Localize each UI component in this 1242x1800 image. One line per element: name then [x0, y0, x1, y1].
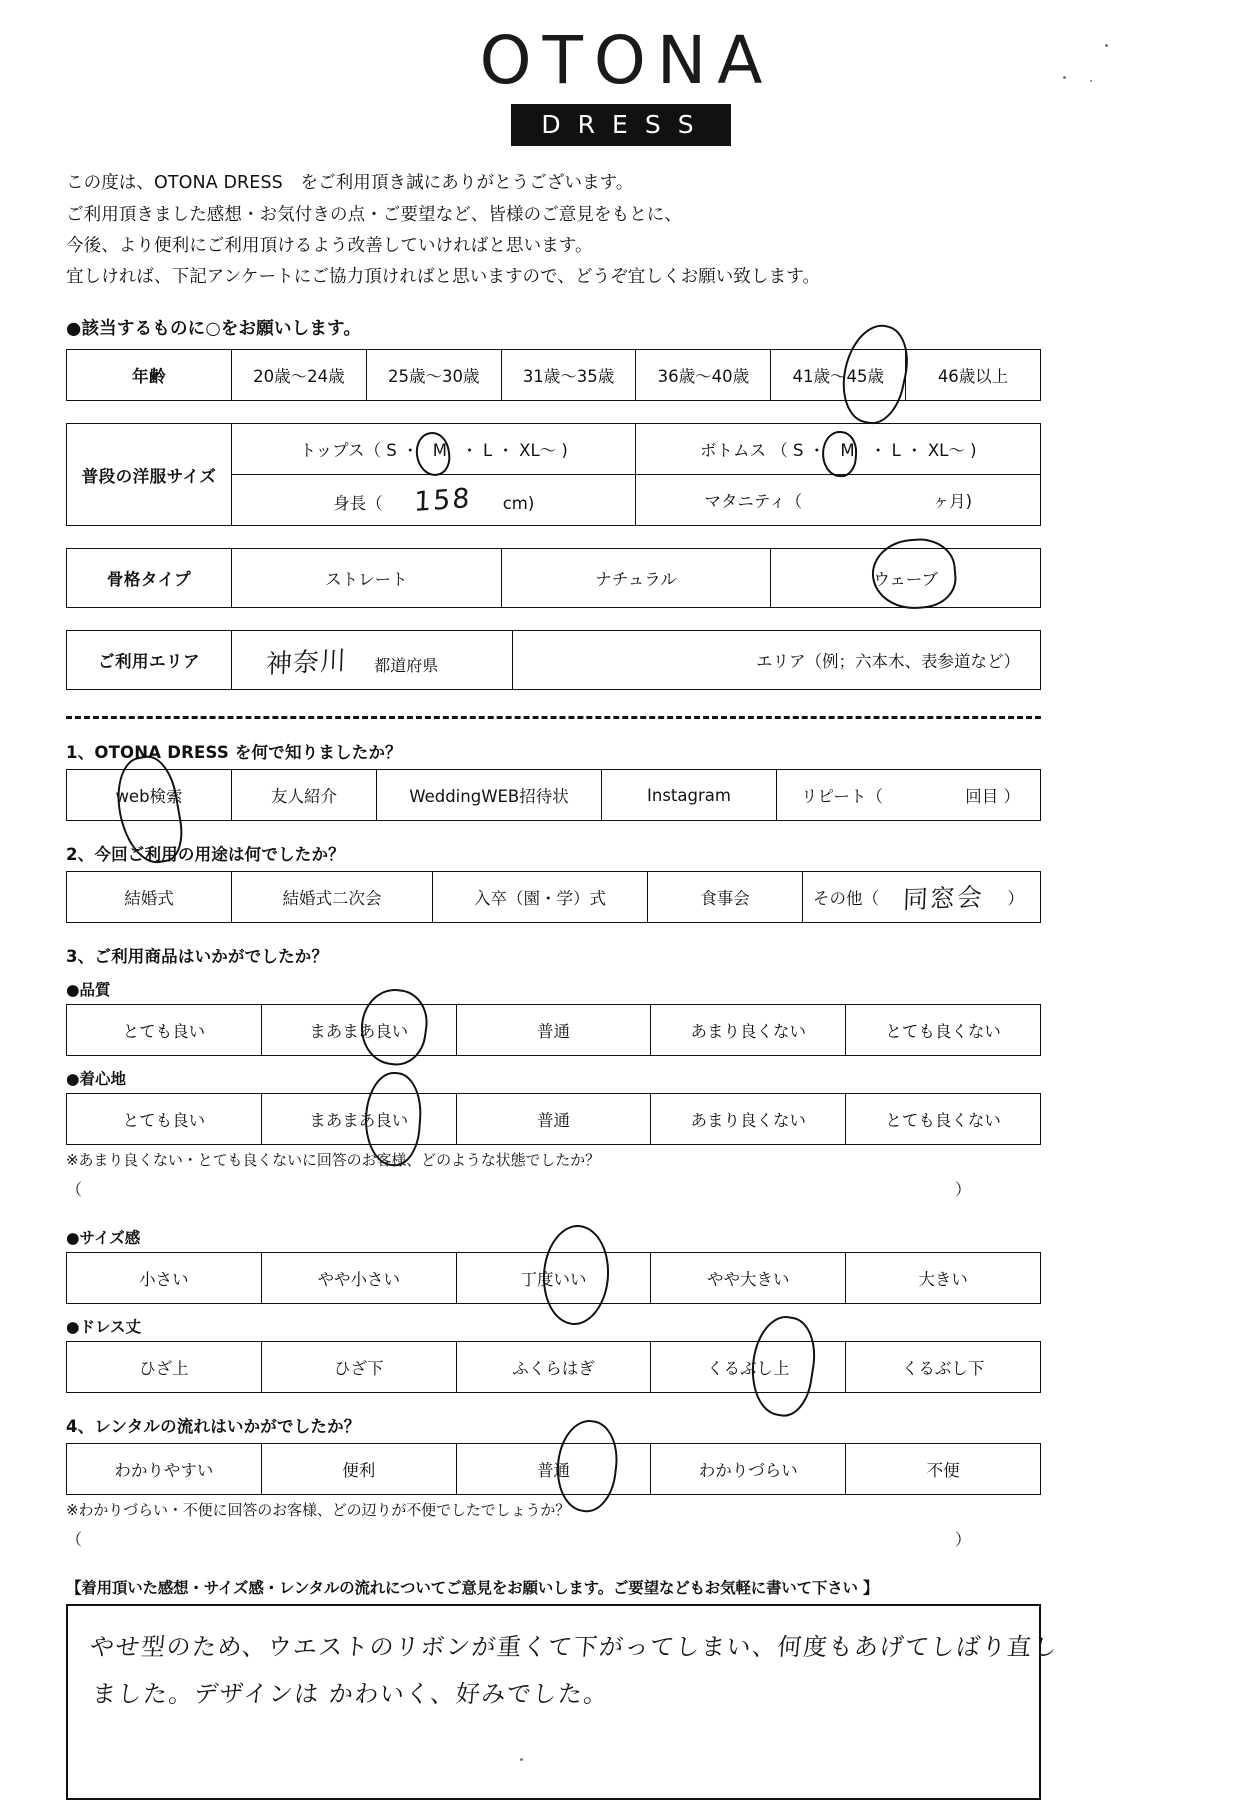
tops-suffix: ・ L ・ XL～ ) — [461, 441, 568, 461]
q1-option-label: 友人紹介 — [271, 787, 337, 807]
q4-option-4[interactable] — [846, 1444, 1041, 1495]
maternity-label: マタニティ（ — [704, 492, 803, 512]
area-detail-cell[interactable] — [513, 631, 1041, 690]
bottoms-suffix: ・ L ・ XL～ ) — [869, 441, 977, 461]
q2-option-3[interactable] — [648, 872, 803, 923]
height-handwritten-value: 158 — [413, 482, 472, 518]
brand-name: OTONA — [479, 22, 774, 99]
table-row — [67, 350, 1041, 401]
clothing-size-table — [66, 423, 1041, 526]
table-row — [67, 1444, 1041, 1495]
age-option-label: 46歳以上 — [937, 367, 1009, 387]
q3-dress-length-label: ●ドレス丈 — [66, 1318, 142, 1337]
q2-other-handwritten-value: 同窓会 — [902, 882, 985, 915]
q4-title: 4、レンタルの流れはいかがでしたか？ — [66, 1417, 361, 1437]
prefecture-handwritten-value: 神奈川 — [265, 645, 348, 680]
maternity-unit: ヶ月) — [932, 492, 973, 512]
body-type-option-label: ナチュラル — [595, 570, 677, 590]
size-feel-option-label: やや小さい — [317, 1270, 400, 1290]
q2-other-cell[interactable] — [803, 872, 1041, 923]
area-table — [66, 630, 1041, 690]
q3-quality-table — [66, 1004, 1041, 1056]
dress-length-option-4[interactable] — [846, 1342, 1041, 1393]
brand-subtitle: DRESS — [511, 104, 730, 147]
q2-option-label: 結婚式二次会 — [282, 889, 382, 909]
comfort-option-1[interactable] — [261, 1094, 456, 1145]
q3-comfort-note-field[interactable] — [66, 1177, 971, 1200]
intro-line-1: この度は、OTONA DRESS をご利用頂き誠にありがとうございます。 — [66, 173, 634, 194]
quality-option-label: あまり良くない — [690, 1022, 807, 1042]
size-feel-option-4[interactable] — [846, 1253, 1041, 1304]
dress-length-option-label: ふくらはぎ — [512, 1359, 595, 1379]
q4-option-label: 普通 — [536, 1461, 570, 1481]
quality-option-2[interactable] — [456, 1005, 651, 1056]
tops-circled-size: M — [424, 441, 456, 460]
q3-title: 3、ご利用商品はいかがでしたか？ — [66, 947, 329, 967]
size-feel-option-label: やや大きい — [707, 1270, 790, 1290]
comfort-option-label: とても良くない — [885, 1111, 1001, 1131]
age-row-label: 年齢 — [67, 350, 232, 401]
size-feel-option-2[interactable] — [456, 1253, 651, 1304]
height-cell[interactable] — [232, 475, 636, 526]
comfort-option-label: まあまあ良い — [309, 1111, 409, 1131]
q1-option-label: WeddingWEB招待状 — [409, 787, 569, 807]
q2-option-label: 食事会 — [700, 889, 750, 909]
tops-size-text — [300, 437, 568, 461]
size-feel-option-0[interactable] — [67, 1253, 262, 1304]
comfort-option-2[interactable] — [456, 1094, 651, 1145]
dress-length-option-2[interactable] — [456, 1342, 651, 1393]
body-type-option-1[interactable] — [501, 549, 771, 608]
body-type-option-0[interactable] — [232, 549, 502, 608]
body-type-table — [66, 548, 1041, 608]
table-row — [67, 1094, 1041, 1145]
dress-length-option-label: くるぶし下 — [901, 1359, 985, 1379]
q2-table — [66, 871, 1041, 923]
q1-option-label: Instagram — [647, 785, 731, 805]
q1-repeat-row — [779, 783, 1038, 807]
q1-option-0[interactable] — [67, 770, 232, 821]
free-comment-header: 【着用頂いた感想・サイズ感・レンタルの流れについてご意見をお願いします。ご要望などもお気軽に書いて下さい 】 — [66, 1579, 879, 1598]
table-row — [67, 1253, 1041, 1304]
q2-option-label: 結婚式 — [124, 889, 174, 909]
age-option-label: 31歳～35歳 — [522, 367, 615, 387]
quality-option-label: まあまあ良い — [309, 1022, 409, 1042]
q1-repeat-cell[interactable] — [777, 770, 1041, 821]
q2-option-2[interactable] — [433, 872, 648, 923]
scan-speck — [1105, 44, 1108, 47]
q2-option-1[interactable] — [232, 872, 433, 923]
intro-line-3: 今後、より便利にご利用頂けるよう改善していければと思います。 — [66, 235, 593, 256]
q1-option-2[interactable] — [377, 770, 602, 821]
age-option-0[interactable] — [232, 350, 367, 401]
prefecture-cell[interactable] — [232, 631, 513, 690]
q4-note: ※わかりづらい・不便に回答のお客様、どの辺りが不便でしたでしょうか？ — [66, 1501, 571, 1520]
intro-line-2: ご利用頂きました感想・お気付きの点・ご要望など、皆様のご意見をもとに、 — [66, 204, 682, 225]
table-row — [67, 872, 1041, 923]
comfort-option-4[interactable] — [846, 1094, 1041, 1145]
size-feel-option-1[interactable] — [261, 1253, 456, 1304]
q2-other-prefix: その他（ — [813, 889, 879, 909]
clothing-size-row-label: 普段の洋服サイズ — [67, 424, 232, 526]
q4-option-1[interactable] — [261, 1444, 456, 1495]
size-feel-option-label: 大きい — [918, 1270, 968, 1290]
prefecture-suffix: 都道府県 — [374, 655, 439, 675]
brand-logo — [0, 0, 1242, 146]
paren-open: （ — [66, 1530, 83, 1550]
q4-option-label: 不便 — [926, 1461, 960, 1481]
bottoms-prefix: ボトムス （ S ・ — [699, 441, 826, 461]
q3-size-feel-label: ●サイズ感 — [66, 1229, 141, 1248]
free-comment-box[interactable] — [66, 1604, 1060, 1800]
dress-length-option-label: ひざ下 — [333, 1359, 384, 1379]
size-feel-option-label: 丁度いい — [520, 1270, 587, 1290]
height-unit: cm) — [502, 493, 535, 513]
comfort-option-label: あまり良くない — [690, 1111, 807, 1131]
body-type-option-label: ウェーブ — [873, 570, 938, 590]
comfort-option-3[interactable] — [651, 1094, 846, 1145]
q3-comfort-note: ※あまり良くない・とても良くないに回答のお客様、どのような状態でしたか？ — [66, 1151, 600, 1170]
comfort-option-label: とても良い — [122, 1111, 206, 1131]
comfort-option-label: 普通 — [536, 1111, 570, 1131]
free-comment-line-2: ました。デザインは かわいく、好みでした。 — [90, 1679, 611, 1708]
q1-repeat-suffix: 回目 ） — [965, 787, 1020, 807]
q4-note-field[interactable] — [66, 1527, 971, 1550]
q1-option-label: web検索 — [115, 787, 183, 807]
q3-quality-label: ●品質 — [66, 981, 111, 1000]
tops-size-cell[interactable] — [232, 424, 636, 475]
table-row — [67, 424, 1041, 475]
q4-table — [66, 1443, 1041, 1495]
free-comment-line-1: やせ型のため、ウエストのリボンが重くて下がってしまい、何度もあげてしばり直し — [88, 1633, 1060, 1662]
dress-length-option-0[interactable] — [67, 1342, 262, 1393]
age-option-4[interactable] — [771, 350, 906, 401]
q1-repeat-prefix: リピート（ — [801, 787, 883, 807]
paren-close: ） — [954, 1180, 971, 1200]
table-row — [67, 1342, 1041, 1393]
q2-option-label: 入卒（園・学）式 — [474, 889, 606, 909]
quality-option-0[interactable] — [67, 1005, 262, 1056]
section-divider — [66, 716, 1041, 719]
q2-other-suffix: ） — [1007, 889, 1024, 909]
area-hint: エリア（例；六本木、表参道など） — [756, 652, 1020, 672]
paren-open: （ — [66, 1180, 83, 1200]
comfort-option-0[interactable] — [67, 1094, 262, 1145]
body-type-option-2[interactable] — [771, 549, 1041, 608]
age-option-label: 41歳～45歳 — [792, 367, 884, 387]
q2-other-row — [805, 879, 1038, 915]
tops-prefix: トップス（ S ・ — [299, 441, 419, 461]
quality-option-3[interactable] — [651, 1005, 846, 1056]
age-option-2[interactable] — [501, 350, 636, 401]
q1-option-1[interactable] — [232, 770, 377, 821]
q1-option-3[interactable] — [602, 770, 777, 821]
q1-title: 1、OTONA DRESS を何で知りましたか？ — [66, 743, 402, 763]
q3-dress-length-table — [66, 1341, 1041, 1393]
table-row — [67, 549, 1041, 608]
q4-option-3[interactable] — [651, 1444, 846, 1495]
table-row — [67, 631, 1041, 690]
quality-option-1[interactable] — [261, 1005, 456, 1056]
dress-length-option-3[interactable] — [651, 1342, 846, 1393]
scan-speck — [1063, 76, 1066, 79]
quality-option-label: とても良い — [122, 1022, 206, 1042]
intro-paragraph — [66, 168, 1242, 293]
bottoms-size-cell[interactable] — [636, 424, 1041, 475]
age-table — [66, 349, 1041, 401]
scan-speck — [520, 1758, 523, 1761]
dress-length-option-label: ひざ上 — [139, 1359, 189, 1379]
q2-title: 2、今回ご利用の用途は何でしたか？ — [66, 845, 345, 865]
q1-table — [66, 769, 1041, 821]
maternity-cell[interactable] — [636, 475, 1041, 526]
q3-comfort-table — [66, 1093, 1041, 1145]
paren-close: ） — [954, 1530, 971, 1550]
age-option-1[interactable] — [366, 350, 501, 401]
quality-option-label: 普通 — [536, 1022, 570, 1042]
q4-option-0[interactable] — [67, 1444, 262, 1495]
age-option-5[interactable] — [906, 350, 1041, 401]
body-type-row-label: 骨格タイプ — [67, 549, 232, 608]
q4-option-label: わかりやすい — [114, 1461, 214, 1481]
age-option-label: 20歳～24歳 — [253, 367, 345, 387]
q4-option-label: 便利 — [342, 1461, 376, 1481]
area-row-label: ご利用エリア — [67, 631, 232, 690]
intro-line-4: 宜しければ、下記アンケートにご協力頂ければと思いますので、どうぞ宜しくお願い致します。 — [66, 266, 820, 287]
q4-option-2[interactable] — [456, 1444, 651, 1495]
size-feel-option-label: 小さい — [139, 1270, 189, 1290]
quality-option-label: とても良くない — [885, 1022, 1001, 1042]
circle-instruction: ●該当するものに○をお願いします。 — [66, 319, 362, 340]
age-option-label: 25歳～30歳 — [387, 367, 480, 387]
table-row — [67, 770, 1041, 821]
table-row — [67, 1005, 1041, 1056]
age-option-label: 36歳～40歳 — [657, 367, 750, 387]
scan-speck — [1090, 80, 1092, 82]
size-feel-option-3[interactable] — [651, 1253, 846, 1304]
age-option-3[interactable] — [636, 350, 771, 401]
quality-option-4[interactable] — [846, 1005, 1041, 1056]
q3-size-feel-table — [66, 1252, 1041, 1304]
q4-option-label: わかりづらい — [698, 1461, 798, 1481]
bottoms-size-text — [700, 437, 977, 461]
q3-comfort-label: ●着心地 — [66, 1070, 127, 1089]
dress-length-option-1[interactable] — [261, 1342, 456, 1393]
body-type-option-label: ストレート — [325, 570, 408, 590]
q2-option-0[interactable] — [67, 872, 232, 923]
dress-length-option-label: くるぶし上 — [707, 1359, 790, 1379]
bottoms-circled-size: M — [830, 441, 864, 460]
height-label: 身長（ — [333, 493, 383, 513]
